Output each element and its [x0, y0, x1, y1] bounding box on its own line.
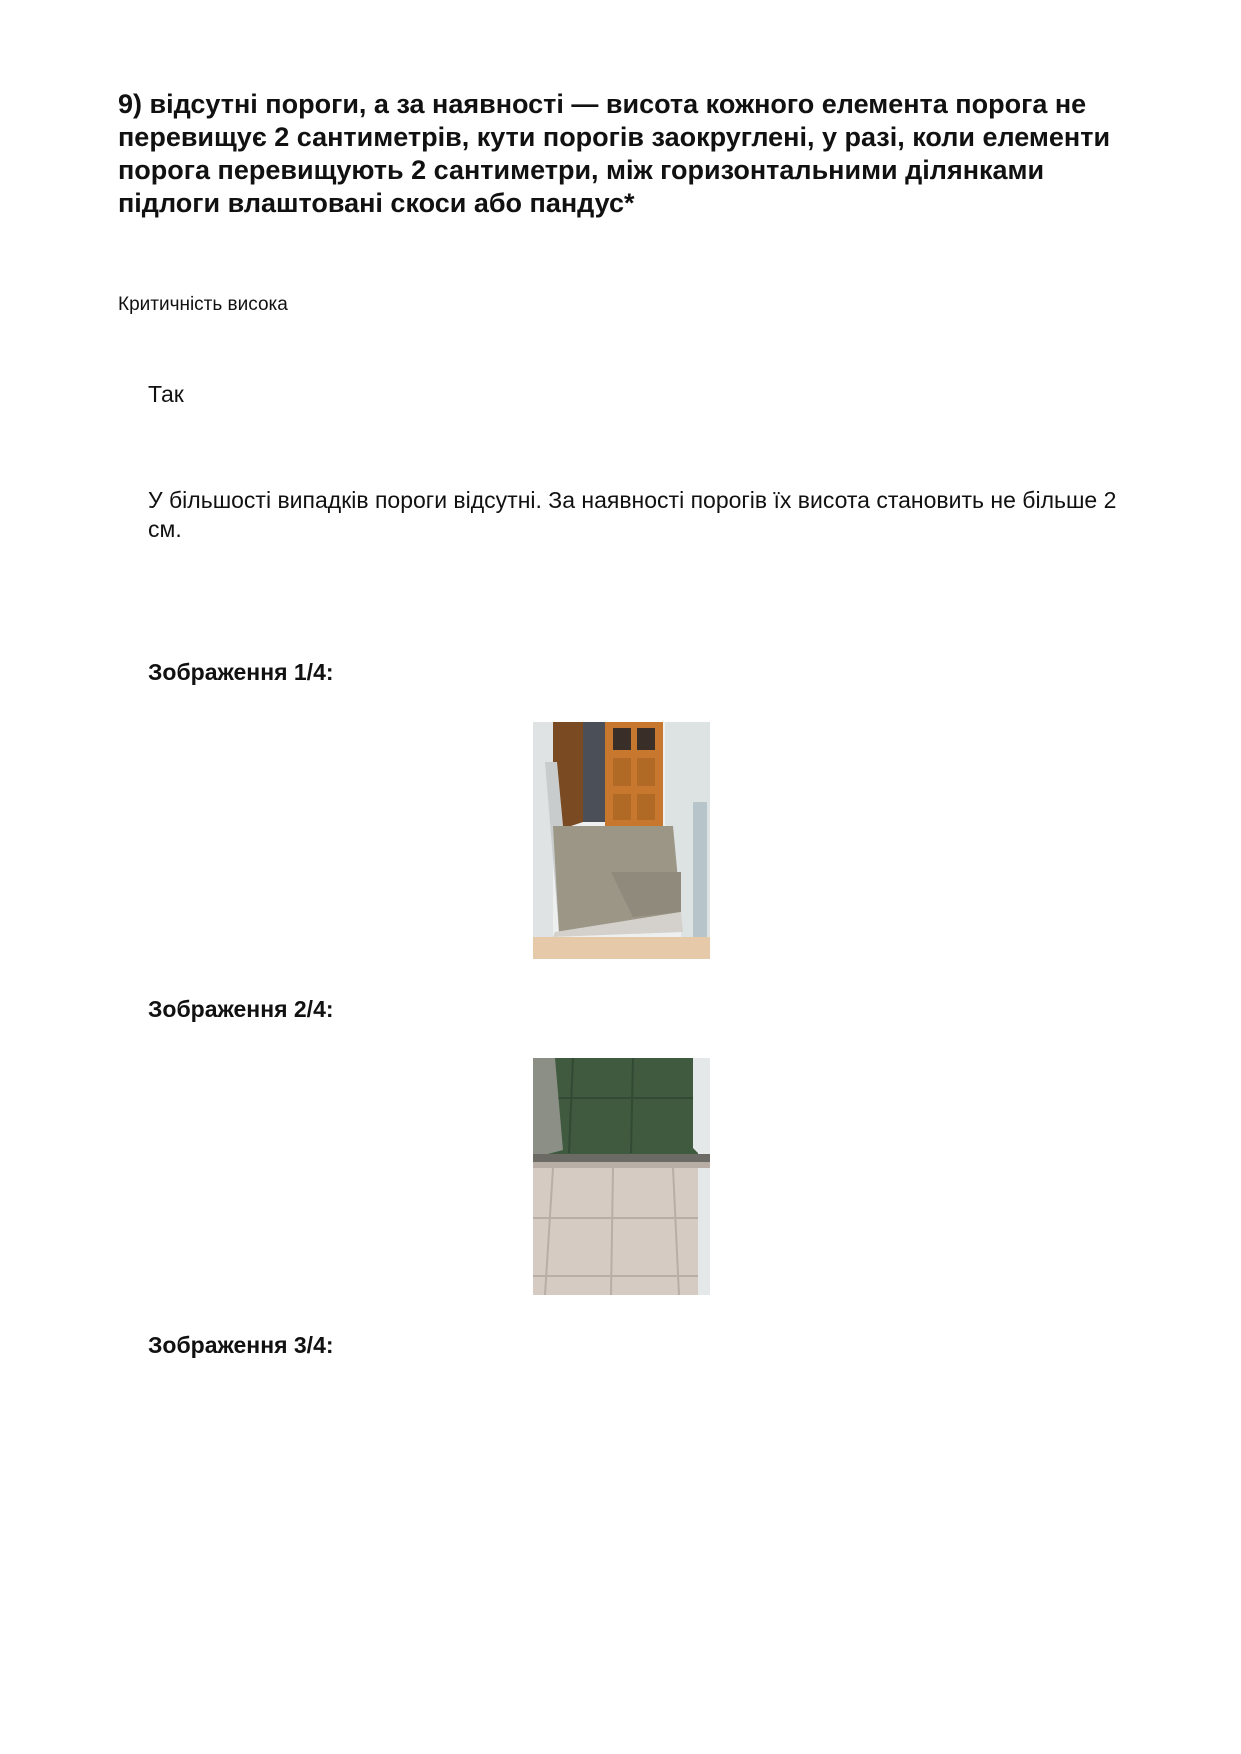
- comment-text: У більшості випадків пороги відсутні. За наявності порогів їх висота становить не більше 2 см.: [148, 487, 1117, 542]
- photo-floor-threshold: [533, 1058, 710, 1295]
- image-label-2: Зображення 2/4:: [148, 996, 334, 1022]
- image-label-1: Зображення 1/4:: [148, 659, 334, 685]
- criticality-label: Критичність висока: [118, 294, 288, 315]
- photo-doorway-threshold: [533, 722, 710, 959]
- question-title: 9) відсутні пороги, а за наявності — висота кожного елемента порога не перевищує 2 сантиметрів, кути порогів заокруглені, у разі, коли елементи порога перевищують 2 сантиметри, між горизонтальними ділянками підлоги влаштовані скоси або пандус*: [118, 89, 1111, 218]
- answer-value: Так: [148, 381, 184, 407]
- image-label-3: Зображення 3/4:: [148, 1332, 334, 1358]
